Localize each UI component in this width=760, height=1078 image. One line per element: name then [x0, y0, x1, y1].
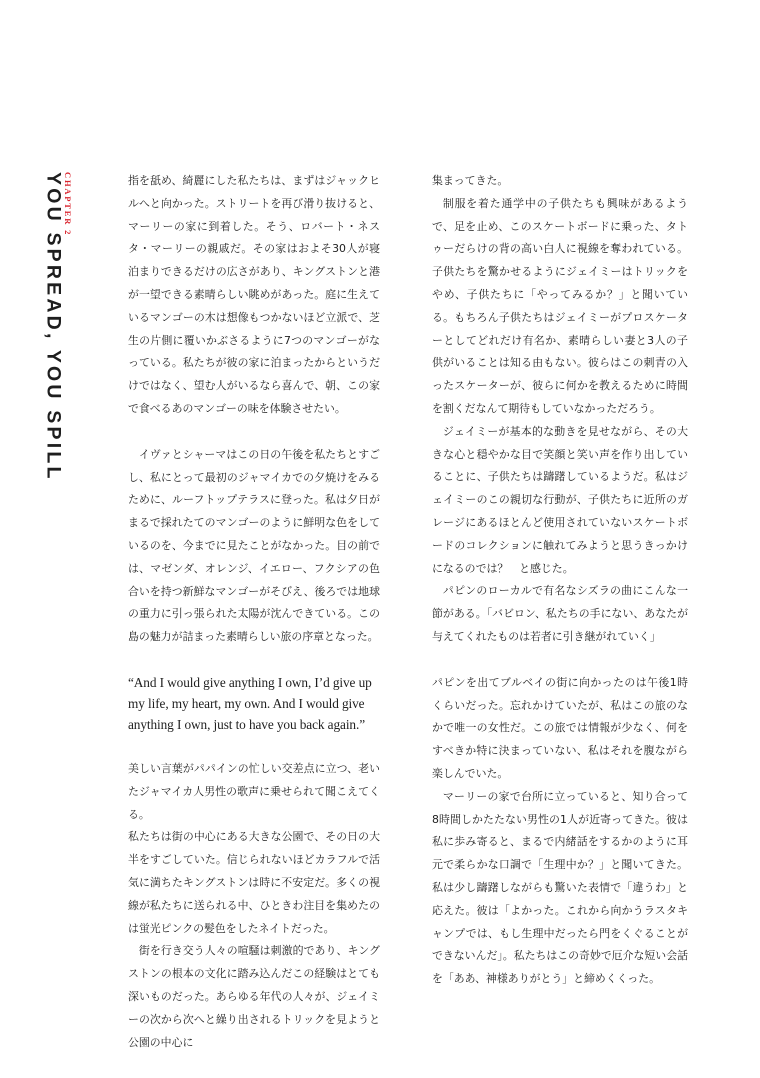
paragraph: 街を行き交う人々の喧騒は刺激的であり、キングストンの根本の文化に踏み込んだこの経験はとても深いものだった。あらゆる年代の人々が、ジェイミーの次から次へと繰り出されるトリックを見ようと公園の中心に [128, 944, 380, 1049]
paragraph: 美しい言葉がパパインの忙しい交差点に立つ、老いたジャマイカ人男性の歌声に乗せられて聞こえてくる。 [128, 761, 380, 821]
paragraph: 指を舐め、綺麗にした私たちは、まずはジャックヒルへと向かった。ストリートを再び滑り抜けると、マーリーの家に到着した。そう、ロバート・ネスタ・マーリーの親戚だ。その家はおよそ30人が寝泊まりできるだけの広さがあり、キングストンと港が一望できる素晴らしい眺めがあった。庭に生えているマンゴーの木は想像もつかないほど立派で、芝生の片側に覆いかぶさるように7つのマンゴーがなっている。私たちが彼の家に泊まったからというだけではなく、望む人がいるなら喜んで、朝、この家で食べるあのマンゴーの味を体験させたい。 [128, 174, 380, 415]
paragraph: イヴァとシャーマはこの日の午後を私たちとすごし、私にとって最初のジャマイカでの夕焼けをみるために、ルーフトップテラスに登った。私は夕日がまるで採れたてのマンゴーのように鮮明な色をしているのを、今までに見たことがなかった。目の前では、マゼンダ、オレンジ、イエロー、フクシアの色合いを持つ新鮮なマンゴーがそびえ、後ろでは地球の重力に引っ張られた太陽が沈んできている。この島の魅力が詰まった素晴らしい旅の序章となった。 [128, 447, 380, 644]
paragraph: マーリーの家で台所に立っていると、知り合って8時間しかたたない男性の1人が近寄ってきた。彼は私に歩み寄ると、まるで内緒話をするかのように耳元で柔らかな口調で「生理中か？」と聞いてきた。私は少し躊躇しながらも驚いた表情で「違うわ」と応えた。彼は「よかった。これから向かうラスタキャンプでは、もし生理中だったら門をくぐることができないんだ」。私たちはこの奇妙で厄介な短い会話を「ああ、神様ありがとう」と締めくくった。 [432, 789, 688, 986]
right-text-column [432, 170, 688, 991]
paragraph: パピンのローカルで有名なシズラの曲にこんな一節がある。「バビロン、私たちの手にない、あなたが与えてくれたものは若者に引き継がれていく」 [432, 584, 688, 643]
left-text-column [128, 170, 380, 1054]
paragraph: ジェイミーが基本的な動きを見せながら、その大きな心と穏やかな目で笑顔と笑い声を作り出していることに、子供たちは躊躇しているようだ。私はジェイミーのこの親切な行動が、子供たちに近所のガレージにあるほとんど使用されていないスケートボードのコレクションに触れてみようと思うきっかけになるのでは？ と感じた。 [432, 424, 688, 575]
song-lyric-quote: “And I would give anything I own, I’d give up my life, my heart, my own. And I would give anything I own, just to have you back again.” [128, 674, 372, 732]
chapter-title: YOU SPREAD, YOU SPILL [42, 172, 65, 482]
paragraph: パピンを出てブルベイの街に向かったのは午後1時くらいだった。忘れかけていたが、私はこの旅のなかで唯一の女性だ。この旅では情報が少なく、何をすべきか特に決まっていない、私はそれを腹ながら楽しんでいた。 [432, 675, 688, 780]
paragraph: 私たちは街の中心にある大きな公園で、その日の大半をすごしていた。信じられないほどカラフルで活気に満ちたキングストンは時に不安定だ。多くの視線が私たちに送られる中、ひときわ注目を集めたのは蛍光ピンクの髪色をしたネイトだった。 [128, 830, 380, 935]
paragraph: 集まってきた。 [432, 174, 509, 187]
chapter-label: CHAPTER 2 [63, 172, 73, 237]
paragraph: 制服を着た通学中の子供たちも興味があるようで、足を止め、このスケートボードに乗った、タトゥーだらけの背の高い白人に視線を奪われている。子供たちを驚かせるようにジェイミーはトリックをやめ、子供たちに「やってみるか？」と聞いている。もちろん子供たちはジェイミーがプロスケーターとしてどれだけ有名か、素晴らしい妻と3人の子供がいることは知る由もない。彼らはこの刺青の入ったスケーターが、彼らに何かを教えるために時間を割くだなんて期待もしていなかっただろう。 [432, 196, 688, 415]
